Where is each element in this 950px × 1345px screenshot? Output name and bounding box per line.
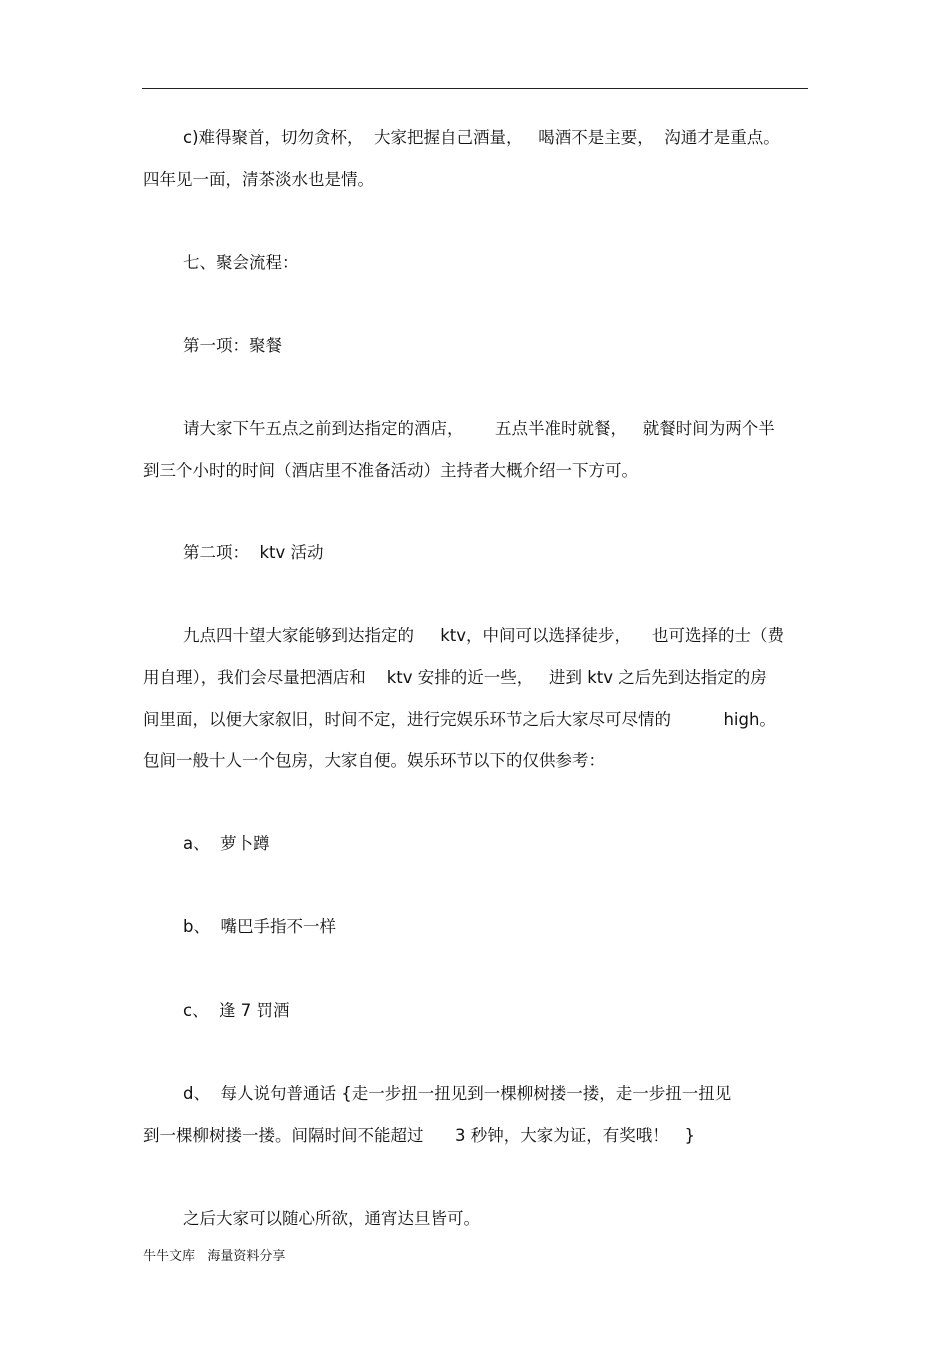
list-item: c、 逢 7 罚酒 [183,1001,290,1020]
paragraph-line: 到三个小时的时间（酒店里不准备活动）主持者大概介绍一下方可。 [143,461,638,480]
paragraph-line: 九点四十望大家能够到达指定的 ktv，中间可以选择徒步， 也可选择的士（费 [183,626,784,645]
header-rule [142,88,808,89]
paragraph-line: 用自理），我们会尽量把酒店和 ktv 安排的近一些， 进到 ktv 之后先到达指定的房 [143,668,767,687]
paragraph-line: c)难得聚首，切勿贪杯， 大家把握自己酒量， 喝酒不是主要， 沟通才是重点。 [183,128,780,147]
list-item: b、 嘴巴手指不一样 [183,917,336,936]
paragraph-line: 四年见一面，清茶淡水也是情。 [143,170,374,189]
item-heading: 第一项：聚餐 [183,336,282,355]
list-item: d、 每人说句普通话 {走一步扭一扭见到一棵柳树搂一搂，走一步扭一扭见 [183,1084,732,1103]
paragraph-line: 间里面，以便大家叙旧，时间不定，进行完娱乐环节之后大家尽可尽情的 high。 [143,710,776,729]
list-item-continuation: 到一棵柳树搂一搂。间隔时间不能超过 3 秒钟，大家为证，有奖哦！ } [143,1126,695,1145]
paragraph-line: 包间一般十人一个包房，大家自便。娱乐环节以下的仅供参考： [143,751,605,770]
section-heading: 七、聚会流程： [183,253,299,272]
paragraph-line: 请大家下午五点之前到达指定的酒店， 五点半准时就餐， 就餐时间为两个半 [183,419,775,438]
paragraph-line: 之后大家可以随心所欲，通宵达旦皆可。 [183,1209,480,1228]
item-heading: 第二项： ktv 活动 [183,543,324,562]
list-item: a、 萝卜蹲 [183,834,270,853]
page-footer: 牛牛文库 海量资料分享 [143,1249,286,1264]
